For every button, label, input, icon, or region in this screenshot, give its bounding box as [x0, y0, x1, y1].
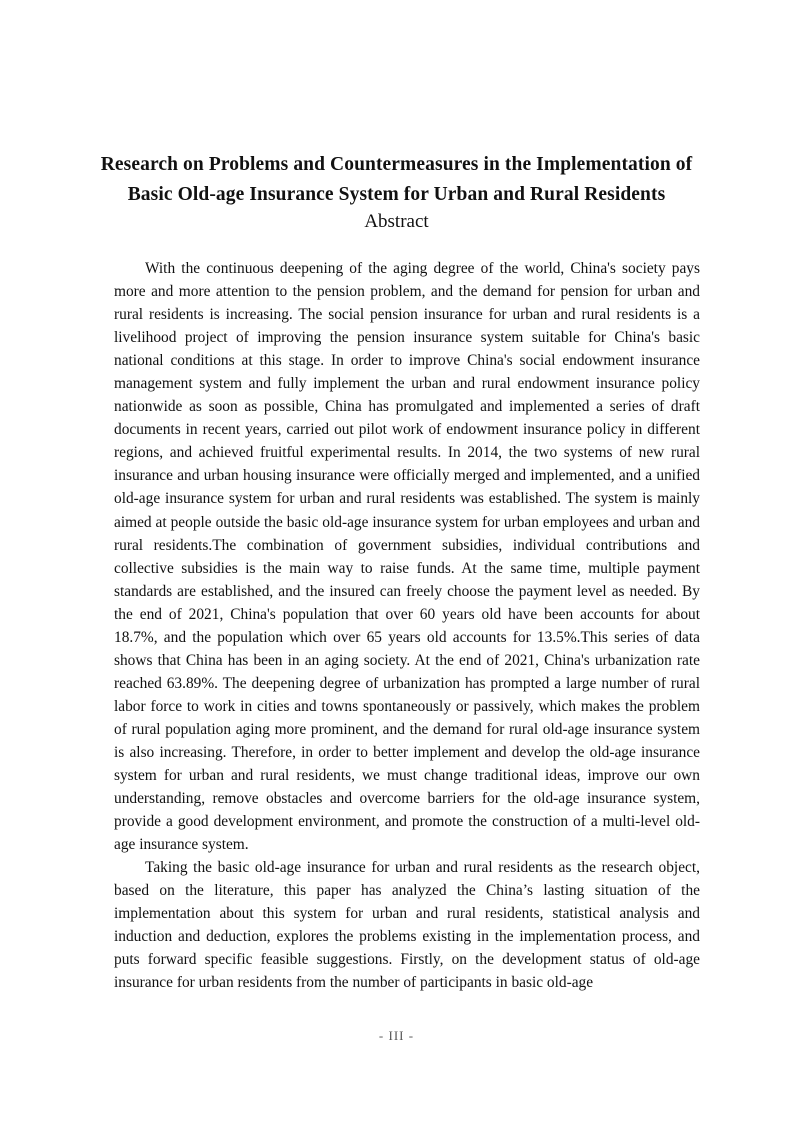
abstract-body — [114, 257, 700, 995]
paper-title — [80, 150, 713, 210]
abstract-paragraph-1: With the continuous deepening of the aging degree of the world, China's society pays more and more attention to the pension problem, and the demand for pension for urban and rural residents is increasing. The social pension insurance for urban and rural residents is a livelihood project of improving the pension insurance system suitable for China's basic national conditions at this stage. In order to improve China's social endowment insurance management system and fully implement the urban and rural endowment insurance policy nationwide as soon as possible, China has promulgated and implemented a series of draft documents in recent years, carried out pilot work of endowment insurance policy in different regions, and achieved fruitful experimental results. In 2014, the two systems of new rural insurance and urban housing insurance were officially merged and implemented, and a unified old-age insurance system for urban and rural residents was established. The system is mainly aimed at people outside the basic old-age insurance system for urban employees and urban and rural residents.The combination of government subsidies, individual contributions and collective subsidies is the main way to raise funds. At the same time, multiple payment standards are established, and the insured can freely choose the payment level as needed. By the end of 2021, China's population that over 60 years old have been accounts for about 18.7%, and the population which over 65 years old accounts for 13.5%.This series of data shows that China has been in an aging society. At the end of 2021, China's urbanization rate reached 63.89%. The deepening degree of urbanization has prompted a large number of rural labor force to work in cities and towns spontaneously or passively, which makes the problem of rural population aging more prominent, and the demand for rural old-age insurance system is also increasing. Therefore, in order to better implement and develop the old-age insurance system for urban and rural residents, we must change traditional ideas, improve our own understanding, remove obstacles and overcome barriers for the old-age insurance system, provide a good development environment, and promote the construction of a multi-level old-age insurance system. — [114, 260, 700, 854]
page-number: - III - — [378, 1028, 415, 1043]
paper-title-line-2: Basic Old-age Insurance System for Urban and Rural Residents — [127, 184, 666, 205]
abstract-paragraph-2: Taking the basic old-age insurance for urban and rural residents as the research object, based on the literature, this paper has analyzed the China’s lasting situation of the implementation about this system for urban and rural residents, statistical analysis and induction and deduction, explores the problems existing in the implementation process, and puts forward specific feasible suggestions. Firstly, on the development status of old-age insurance for urban residents from the number of participants in basic old-age — [114, 859, 700, 992]
paper-title-line-1: Research on Problems and Countermeasures in the Implementation of — [100, 154, 693, 175]
abstract-heading: Abstract — [364, 211, 429, 232]
